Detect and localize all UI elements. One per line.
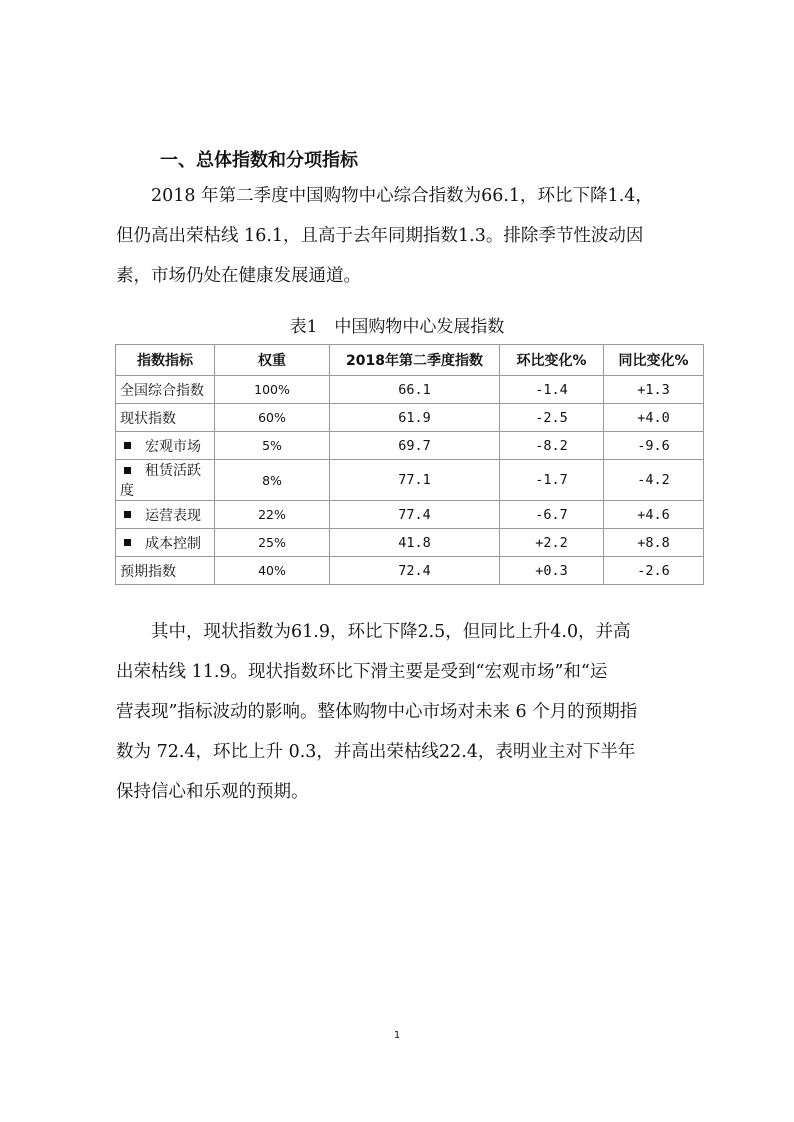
q2-index-cell: 41.8 bbox=[330, 529, 500, 557]
paragraph-line: 其中，现状指数为61.9，环比下降2.5，但同比上升4.0，并高 bbox=[116, 622, 631, 642]
indicator-name: 租赁活跃度 bbox=[120, 463, 201, 499]
yoy-cell: -2.6 bbox=[604, 557, 704, 585]
paragraph-line: 2018 年第二季度中国购物中心综合指数为66.1，环比下降1.4， bbox=[116, 186, 653, 206]
paragraph-analysis bbox=[116, 612, 686, 812]
indicator-name: 宏观市场 bbox=[145, 438, 201, 455]
header-qoq-change: 环比变化% bbox=[500, 345, 604, 376]
paragraph-line: 保持信心和乐观的预期。 bbox=[116, 782, 309, 802]
qoq-cell: -2.5 bbox=[500, 404, 604, 432]
table-row bbox=[116, 529, 704, 557]
qoq-cell: -6.7 bbox=[500, 501, 604, 529]
qoq-cell: -1.7 bbox=[500, 460, 604, 501]
q2-index-cell: 72.4 bbox=[330, 557, 500, 585]
indicator-name-cell bbox=[116, 460, 215, 501]
header-q2-index: 2018年第二季度指数 bbox=[330, 345, 500, 376]
qoq-cell: +0.3 bbox=[500, 557, 604, 585]
indicator-name-cell bbox=[116, 501, 215, 529]
q2-index-cell: 69.7 bbox=[330, 432, 500, 460]
yoy-cell: -4.2 bbox=[604, 460, 704, 501]
indicator-name: 成本控制 bbox=[145, 535, 201, 552]
q2-index-cell: 77.4 bbox=[330, 501, 500, 529]
square-bullet-icon bbox=[124, 442, 131, 449]
weight-cell: 60% bbox=[215, 404, 330, 432]
qoq-cell: -8.2 bbox=[500, 432, 604, 460]
section-heading: 一、总体指数和分项指标 bbox=[160, 150, 358, 171]
paragraph-line: 营表现”指标波动的影响。整体购物中心市场对未来 6 个月的预期指 bbox=[116, 702, 638, 722]
table-row bbox=[116, 432, 704, 460]
indicator-name-cell bbox=[116, 432, 215, 460]
indicator-name: 运营表现 bbox=[145, 507, 201, 524]
yoy-cell: +4.0 bbox=[604, 404, 704, 432]
weight-cell: 100% bbox=[215, 376, 330, 404]
table-row bbox=[116, 557, 704, 585]
table-caption: 表1 中国购物中心发展指数 bbox=[289, 317, 505, 337]
weight-cell: 5% bbox=[215, 432, 330, 460]
square-bullet-icon bbox=[124, 539, 131, 546]
qoq-cell: -1.4 bbox=[500, 376, 604, 404]
header-indicator: 指数指标 bbox=[116, 345, 215, 376]
square-bullet-icon bbox=[124, 511, 131, 518]
yoy-cell: +4.6 bbox=[604, 501, 704, 529]
q2-index-cell: 77.1 bbox=[330, 460, 500, 501]
square-bullet-icon bbox=[124, 467, 131, 474]
yoy-cell: +1.3 bbox=[604, 376, 704, 404]
weight-cell: 25% bbox=[215, 529, 330, 557]
table-row bbox=[116, 404, 704, 432]
yoy-cell: +8.8 bbox=[604, 529, 704, 557]
header-weight: 权重 bbox=[215, 345, 330, 376]
header-yoy-change: 同比变化% bbox=[604, 345, 704, 376]
q2-index-cell: 61.9 bbox=[330, 404, 500, 432]
paragraph-line: 素，市场仍处在健康发展通道。 bbox=[116, 266, 361, 286]
weight-cell: 40% bbox=[215, 557, 330, 585]
indicator-name: 预期指数 bbox=[116, 557, 215, 585]
indicator-name: 全国综合指数 bbox=[116, 376, 215, 404]
weight-cell: 8% bbox=[215, 460, 330, 501]
table-row bbox=[116, 501, 704, 529]
yoy-cell: -9.6 bbox=[604, 432, 704, 460]
paragraph-line: 但仍高出荣枯线 16.1，且高于去年同期指数1.3。排除季节性波动因 bbox=[116, 226, 644, 246]
table-row bbox=[116, 460, 704, 501]
paragraph-summary bbox=[116, 176, 686, 296]
table-row bbox=[116, 376, 704, 404]
indicator-name: 现状指数 bbox=[116, 404, 215, 432]
weight-cell: 22% bbox=[215, 501, 330, 529]
paragraph-line: 数为 72.4，环比上升 0.3，并高出荣枯线22.4，表明业主对下半年 bbox=[116, 742, 636, 762]
q2-index-cell: 66.1 bbox=[330, 376, 500, 404]
table-header-row bbox=[116, 345, 704, 376]
qoq-cell: +2.2 bbox=[500, 529, 604, 557]
paragraph-line: 出荣枯线 11.9。现状指数环比下滑主要是受到“宏观市场”和“运 bbox=[116, 662, 608, 682]
index-table bbox=[115, 344, 704, 585]
page-number: 1 bbox=[393, 1030, 401, 1041]
indicator-name-cell bbox=[116, 529, 215, 557]
